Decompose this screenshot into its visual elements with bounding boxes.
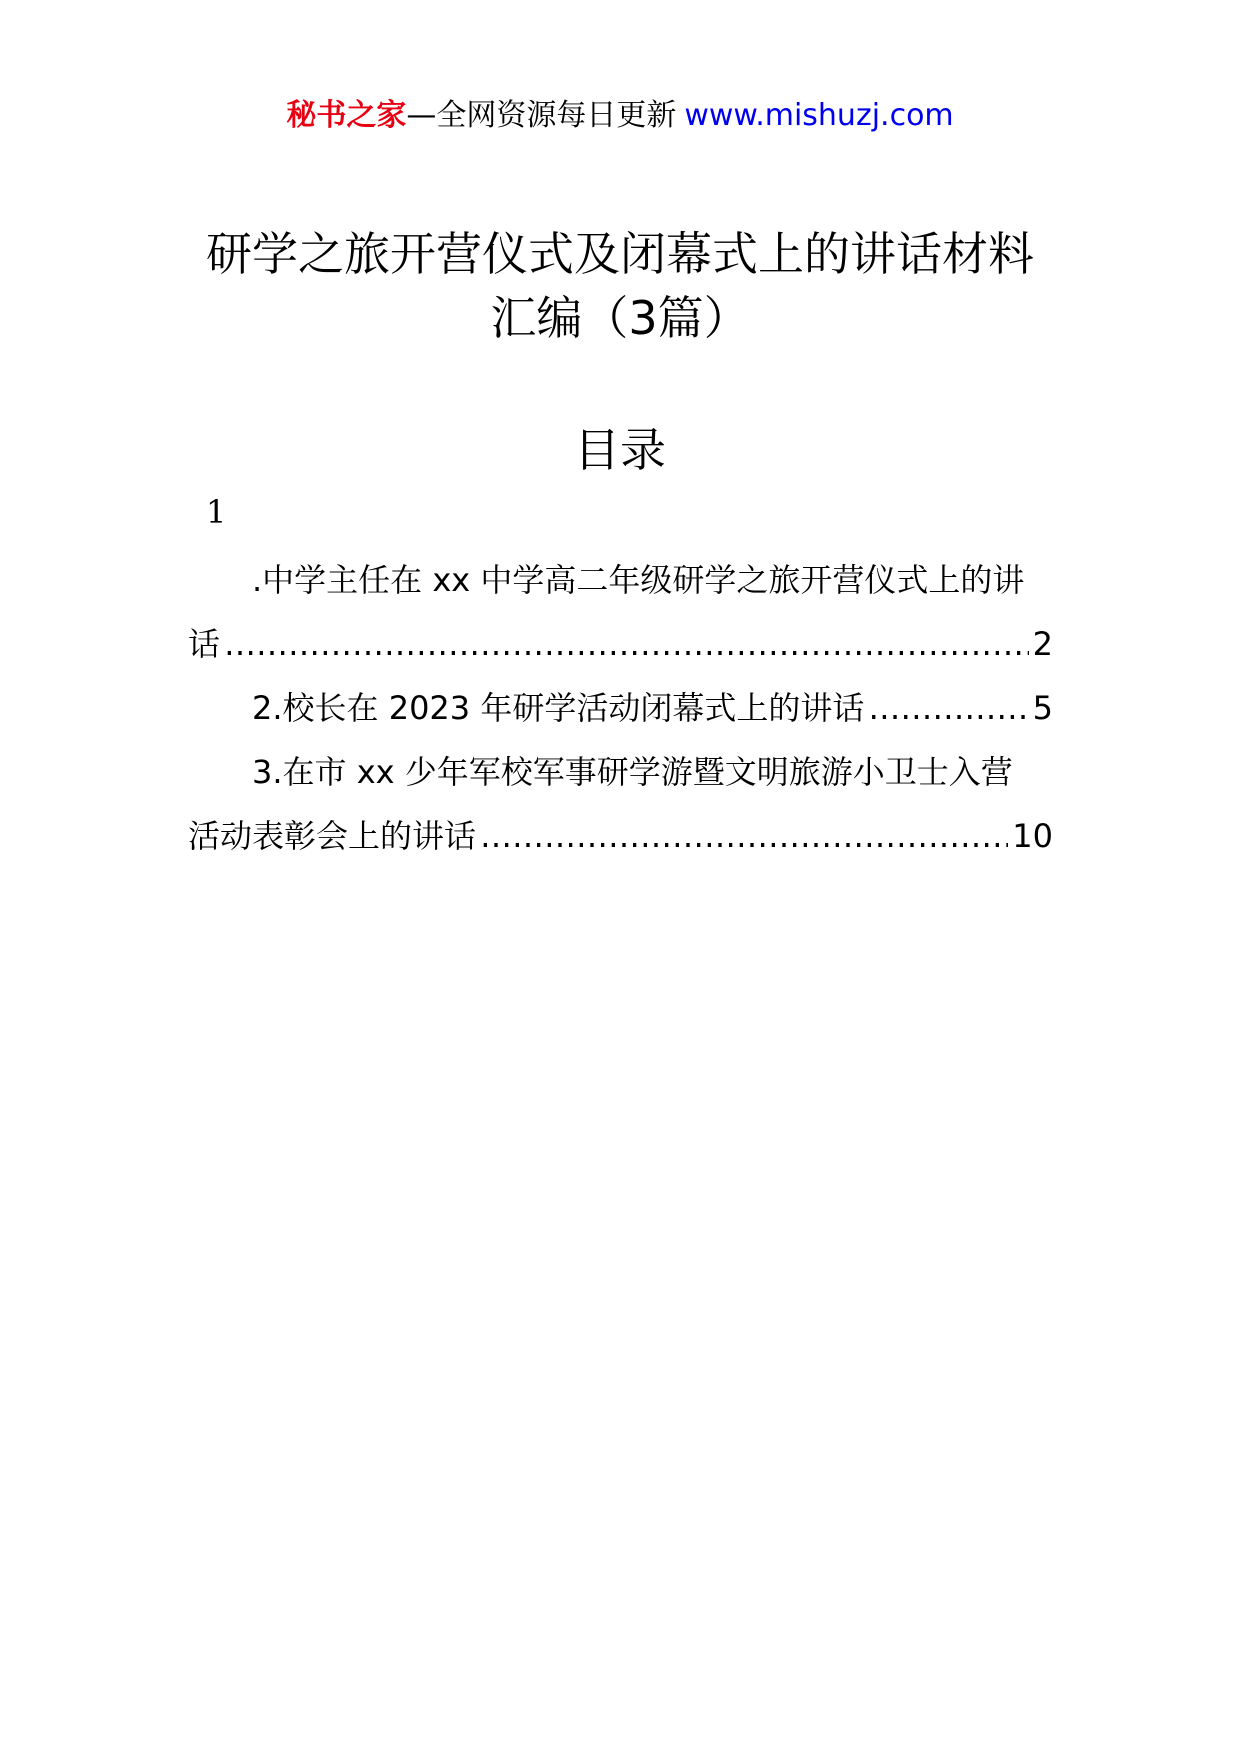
- site-url-link[interactable]: www.mishuzj.com: [684, 98, 954, 133]
- site-banner: [0, 96, 1240, 136]
- toc-entry-1-line-2: [188, 612, 1053, 676]
- toc-entry-2-text: 2.校长在 2023 年研学活动闭幕式上的讲话: [252, 689, 865, 727]
- toc-entry-3[interactable]: [188, 740, 1053, 868]
- toc-heading: 目录: [574, 423, 666, 477]
- toc-entry-2-page: 5: [1032, 689, 1053, 727]
- table-of-contents: [188, 548, 1053, 868]
- toc-entry-3-line-2: [188, 804, 1053, 868]
- toc-entry-1[interactable]: [188, 548, 1053, 676]
- toc-entry-2[interactable]: [188, 676, 1053, 740]
- toc-entry-1-line-1: [188, 548, 1053, 612]
- title-line-2: 汇编（3篇）: [490, 291, 750, 345]
- toc-entry-3-line-1: [188, 740, 1053, 804]
- toc-entry-3-page: 10: [1012, 817, 1053, 855]
- document-title: [190, 222, 1050, 350]
- toc-entry-2-line-1: [188, 676, 1053, 740]
- banner-tagline: 全网资源每日更新: [436, 98, 677, 133]
- toc-entry-1-text-cont: 话: [188, 625, 221, 663]
- toc-entry-1-page: 2: [1032, 625, 1053, 663]
- toc-entry-3-text-cont: 活动表彰会上的讲话: [188, 817, 477, 855]
- toc-stray-number: 1: [206, 493, 227, 531]
- title-line-1: 研学之旅开营仪式及闭幕式上的讲话材料: [206, 227, 1034, 281]
- toc-entry-1-text: .中学主任在 xx 中学高二年级研学之旅开营仪式上的讲: [252, 561, 1025, 599]
- dot-leader: [224, 612, 1029, 676]
- toc-entry-3-text: 3.在市 xx 少年军校军事研学游暨文明旅游小卫士入营: [252, 753, 1013, 791]
- brand-name: 秘书之家: [286, 98, 407, 133]
- dot-leader: [480, 804, 1008, 868]
- banner-separator: —: [406, 98, 437, 133]
- dot-leader: [868, 676, 1028, 740]
